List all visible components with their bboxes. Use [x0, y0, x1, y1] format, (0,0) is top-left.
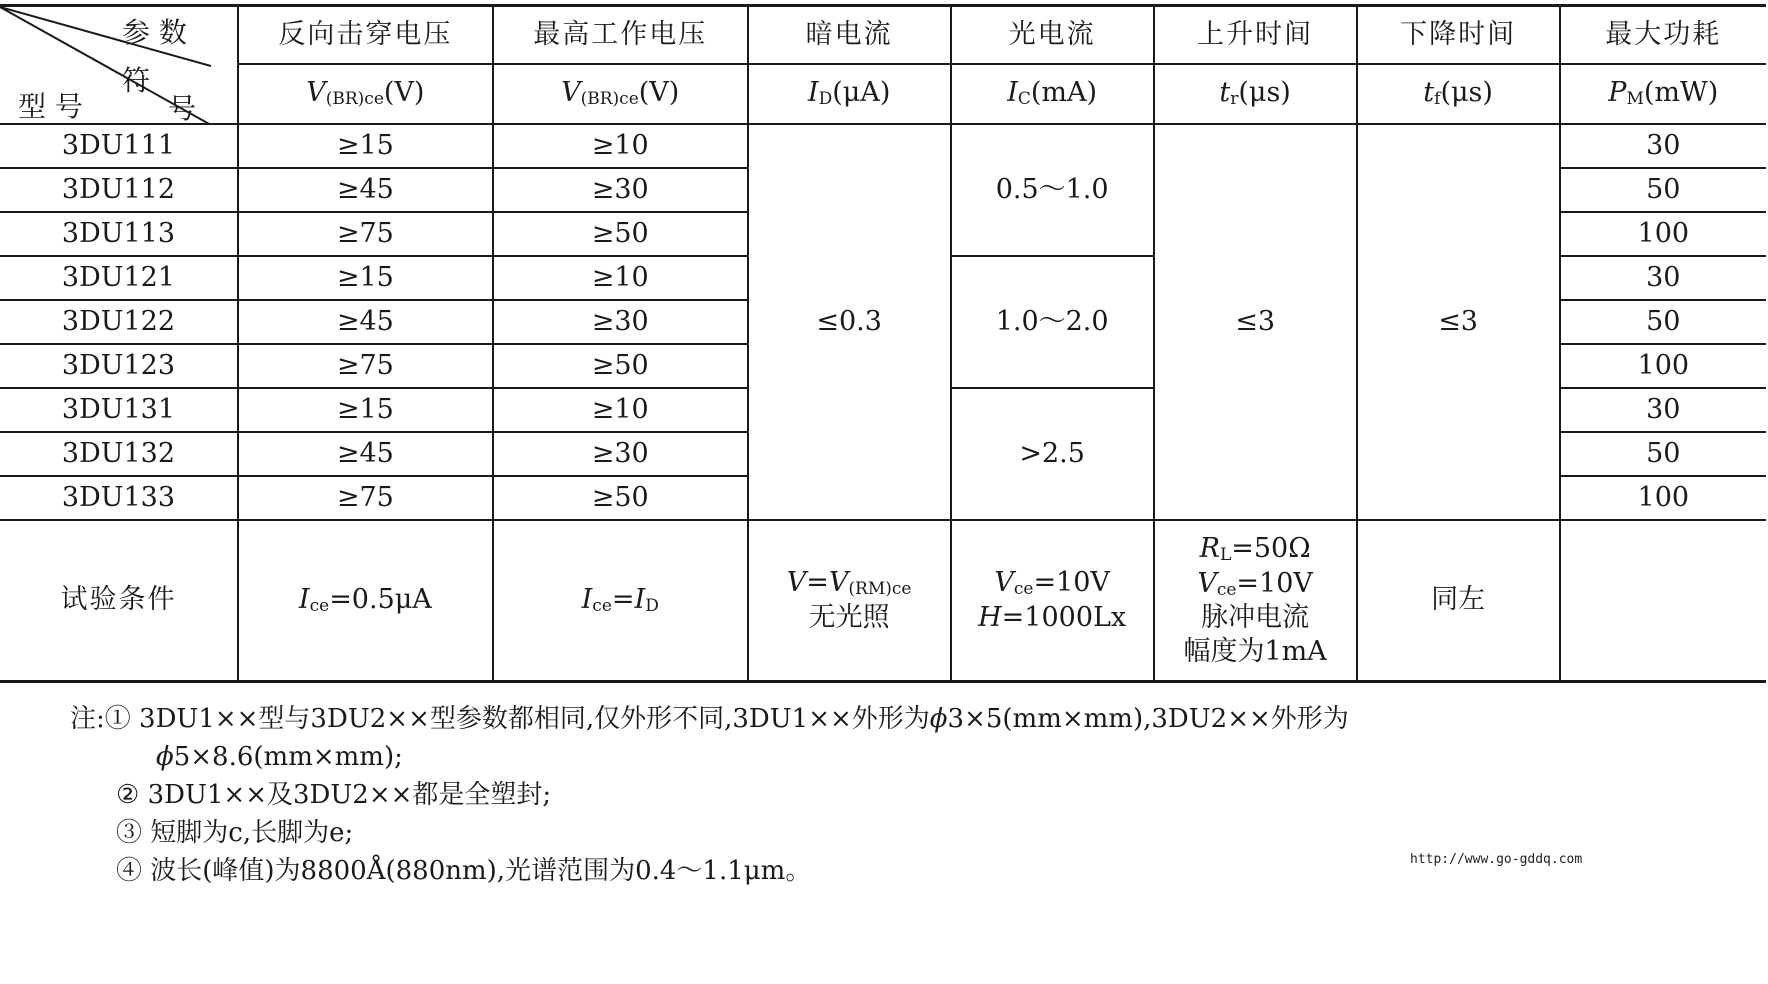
- cond-rise-time: $R_L=50\Omega$ $V_{ce}=10V$ 脉冲电流 幅度为1mA: [1154, 520, 1357, 682]
- spec-table: [0, 4, 1766, 683]
- cell-working-voltage: ≥50: [493, 476, 748, 520]
- col-header-photo-current: 光电流: [951, 6, 1154, 64]
- col-header-rise-time: 上升时间: [1154, 6, 1357, 64]
- corner-symbol2-label: 号: [168, 92, 197, 125]
- cell-working-voltage: ≥30: [493, 168, 748, 212]
- cell-rise-time-merged: ≤3: [1154, 124, 1357, 520]
- col-header-breakdown-voltage: 反向击穿电压: [238, 6, 493, 64]
- cell-breakdown-voltage: ≥45: [238, 300, 493, 344]
- note-4: ④ 波长(峰值)为8800Å(880nm),光谱范围为0.4～1.1μm。: [116, 856, 812, 886]
- col-header-dark-current: 暗电流: [748, 6, 951, 64]
- cond-photo-current: $V_{ce}=10V$ H=1000Lx: [951, 520, 1154, 682]
- cell-max-power: 100: [1560, 344, 1766, 388]
- cell-breakdown-voltage: ≥15: [238, 124, 493, 168]
- cell-model: 3DU131: [0, 388, 238, 432]
- corner-params-label: 参 数: [122, 16, 187, 49]
- cell-model: 3DU133: [0, 476, 238, 520]
- cell-fall-time-merged: ≤3: [1357, 124, 1560, 520]
- cell-breakdown-voltage: ≥75: [238, 212, 493, 256]
- cell-working-voltage: ≥50: [493, 212, 748, 256]
- cell-breakdown-voltage: ≥15: [238, 388, 493, 432]
- cell-model: 3DU112: [0, 168, 238, 212]
- unit-max-power: $P_M(mW)$: [1560, 64, 1766, 124]
- cell-max-power: 30: [1560, 124, 1766, 168]
- cond-breakdown-voltage: $I_{ce}=0.5\mu A$: [238, 520, 493, 682]
- cell-model: 3DU121: [0, 256, 238, 300]
- unit-dark-current: $I_D(\mu A)$: [748, 64, 951, 124]
- unit-breakdown-voltage: $V_{(BR)ce}(V)$: [238, 64, 493, 124]
- cell-max-power: 100: [1560, 212, 1766, 256]
- cond-fall-time: 同左: [1357, 520, 1560, 682]
- cell-model: 3DU132: [0, 432, 238, 476]
- cell-model: 3DU123: [0, 344, 238, 388]
- cell-max-power: 100: [1560, 476, 1766, 520]
- cond-max-power: [1560, 520, 1766, 682]
- cell-photo-current-group3: >2.5: [951, 388, 1154, 520]
- cell-max-power: 50: [1560, 432, 1766, 476]
- note-2: ② 3DU1××及3DU2××都是全塑封;: [116, 780, 552, 810]
- note-3: ③ 短脚为c,长脚为e;: [116, 818, 354, 848]
- conditions-label: 试验条件: [0, 520, 238, 682]
- cell-dark-current-merged: ≤0.3: [748, 124, 951, 520]
- cell-model: 3DU113: [0, 212, 238, 256]
- note-1-cont: ϕ5×8.6(mm×mm);: [156, 742, 403, 772]
- corner-symbol-label: 符: [122, 64, 151, 97]
- header-row-units: [0, 64, 1766, 124]
- cell-photo-current-group1: 0.5～1.0: [951, 124, 1154, 256]
- cell-working-voltage: ≥30: [493, 432, 748, 476]
- cell-breakdown-voltage: ≥75: [238, 476, 493, 520]
- conditions-row: [0, 520, 1766, 682]
- cell-working-voltage: ≥10: [493, 388, 748, 432]
- cell-working-voltage: ≥30: [493, 300, 748, 344]
- cell-breakdown-voltage: ≥15: [238, 256, 493, 300]
- cell-model: 3DU111: [0, 124, 238, 168]
- corner-model-label: 型 号: [18, 90, 83, 123]
- cell-breakdown-voltage: ≥45: [238, 432, 493, 476]
- col-header-max-power: 最大功耗: [1560, 6, 1766, 64]
- corner-header: [0, 6, 238, 124]
- cell-breakdown-voltage: ≥45: [238, 168, 493, 212]
- table-row: [0, 124, 1766, 168]
- cell-breakdown-voltage: ≥75: [238, 344, 493, 388]
- cell-max-power: 30: [1560, 388, 1766, 432]
- cond-working-voltage: $I_{ce}=I_D$: [493, 520, 748, 682]
- col-header-max-working-voltage: 最高工作电压: [493, 6, 748, 64]
- unit-rise-time: $t_r(\mu s)$: [1154, 64, 1357, 124]
- watermark-url: http://www.go-gddq.com: [1410, 852, 1583, 867]
- unit-photo-current: $I_C(mA)$: [951, 64, 1154, 124]
- col-header-fall-time: 下降时间: [1357, 6, 1560, 64]
- cell-working-voltage: ≥50: [493, 344, 748, 388]
- cell-working-voltage: ≥10: [493, 124, 748, 168]
- cond-dark-current: $V=V_{(RM)ce}$ 无光照: [748, 520, 951, 682]
- note-1: 注:① 3DU1××型与3DU2××型参数都相同,仅外形不同,3DU1××外形为ϕ3×5(mm×mm),3DU2××外形为: [70, 704, 1349, 734]
- unit-max-working-voltage: $V_{(BR)ce}(V)$: [493, 64, 748, 124]
- cell-model: 3DU122: [0, 300, 238, 344]
- cell-max-power: 30: [1560, 256, 1766, 300]
- cell-photo-current-group2: 1.0～2.0: [951, 256, 1154, 388]
- header-row-names: [0, 6, 1766, 64]
- cell-max-power: 50: [1560, 300, 1766, 344]
- cell-working-voltage: ≥10: [493, 256, 748, 300]
- unit-fall-time: $t_f(\mu s)$: [1357, 64, 1560, 124]
- cell-max-power: 50: [1560, 168, 1766, 212]
